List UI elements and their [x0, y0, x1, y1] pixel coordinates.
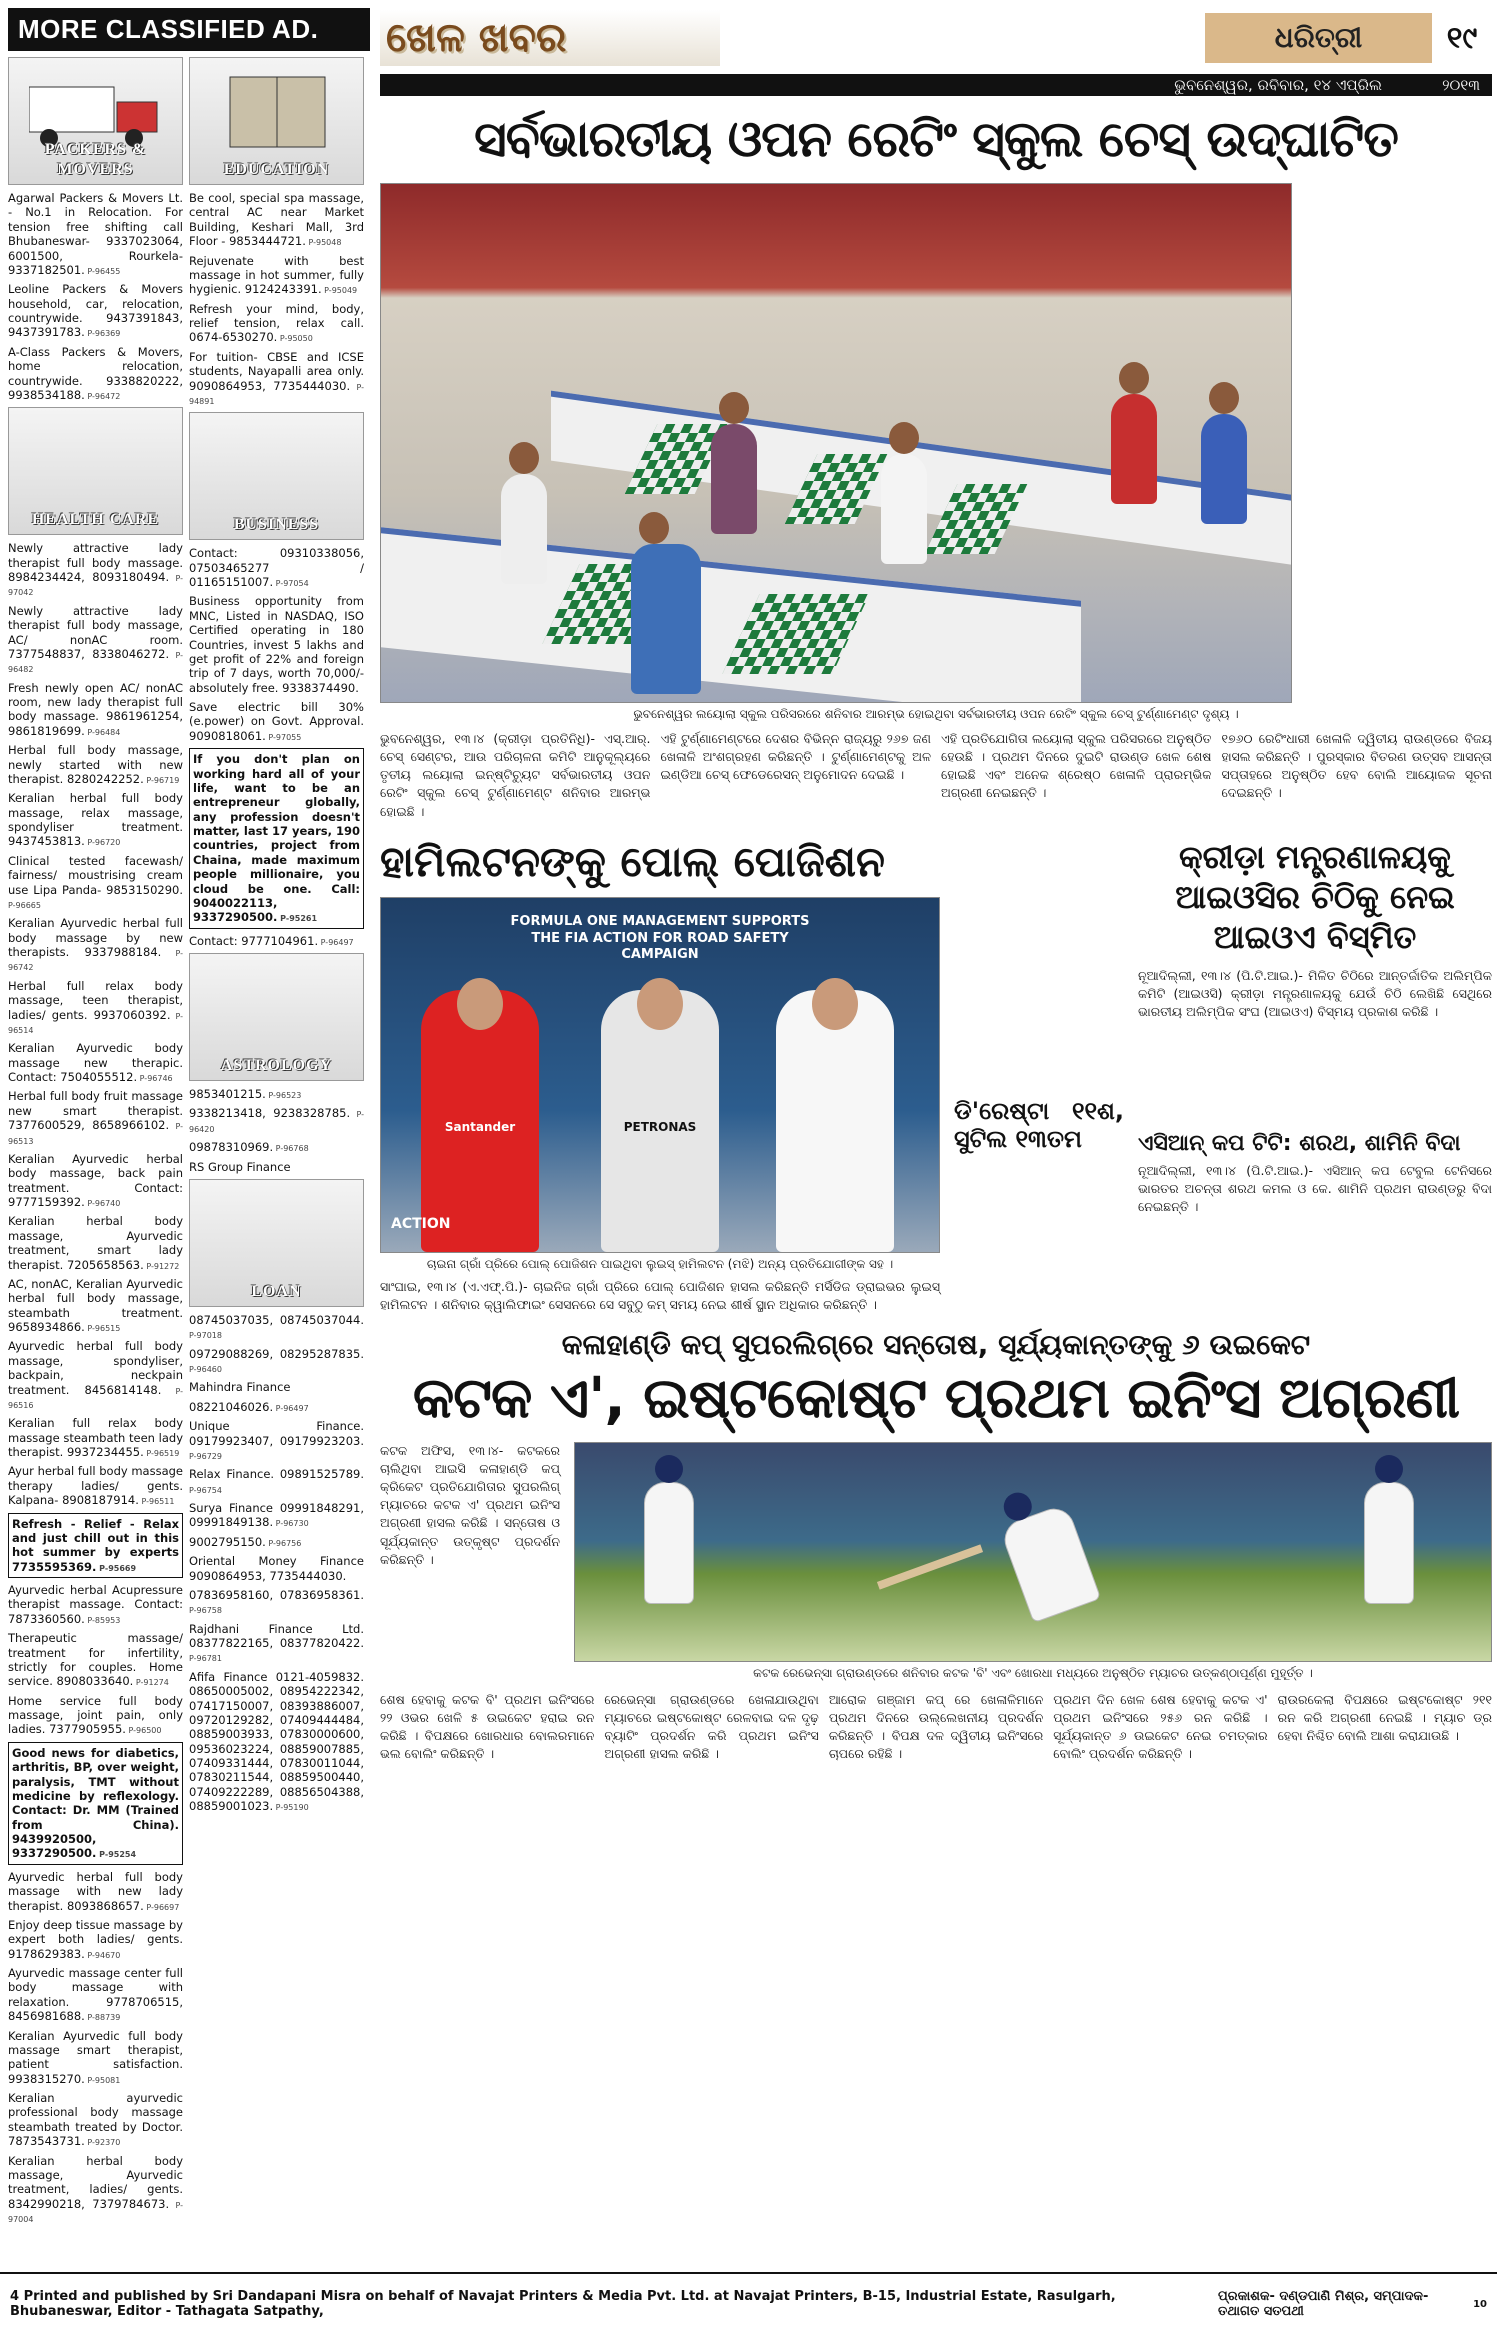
ad-text: Fresh newly open AC/ nonAC room, new lady therapist full body massage. 9861961254, 9861819699. — [8, 680, 183, 738]
ad-id: P-95261 — [277, 914, 318, 924]
classified-ad — [8, 979, 183, 1037]
classified-ad — [8, 743, 183, 786]
ad-text: Newly attractive lady therapist full body massage. 8984234424, 8093180494. — [8, 541, 183, 584]
ad-text: Ayurvedic herbal full body massage with new lady therapist. 8093868657. — [8, 1869, 183, 1913]
ad-text: Therapeutic massage/ treatment for infertility, strictly for couples. Home service. 8908033640. — [8, 1631, 183, 1689]
batsman-figure — [1000, 1504, 1100, 1622]
classified-ad — [189, 1670, 364, 1814]
ad-text: A-Class Packers & Movers, home relocation, countrywide. 9338820222, 9938534188. — [8, 344, 183, 402]
classified-ad — [8, 1966, 183, 2024]
packers-movers-image — [8, 57, 183, 185]
ad-text: Leoline Packers & Movers household, car, relocation, countrywide. 9437391843, 9437391783. — [8, 282, 183, 340]
ad-id: P-96420 — [189, 1110, 364, 1134]
ad-id: P-92370 — [84, 2138, 121, 2148]
page-number: ୧୯ — [1446, 20, 1478, 56]
ad-id: P-91274 — [133, 1678, 169, 1688]
ad-text: Mahindra Finance — [189, 1380, 291, 1395]
driver-figure — [421, 990, 539, 1252]
page-corner: 10 — [1473, 2298, 1487, 2310]
category-label: EDUCATION — [223, 161, 330, 178]
ad-id: P-95254 — [96, 1850, 137, 1860]
classified-ad — [8, 1041, 183, 1084]
article-column: ପ୍ରଥମ ଦିନ ଖେଳ ଶେଷ ହେବାକୁ କଟକ ଏ' ପ୍ରଥମ ଇନିଂସରେ ୨୫୬ ରନ କରିଛି । ସୂର୍ଯ୍ୟକାନ୍ତ ୬ ଉଇକେଟ ନେଇ ଚମତ୍କାର ବୋଲିଂ ପ୍ରଦର୍ଶନ କରିଛନ୍ତି । — [1053, 1691, 1268, 1762]
f1-headline: ହାମିଲଟନଙ୍କୁ ପୋଲ୍ ପୋଜିଶନ — [380, 836, 885, 886]
player-figure — [1201, 414, 1247, 524]
cricket-body — [380, 1691, 1492, 1764]
book-icon — [210, 72, 345, 152]
tt-subhead: ଏସିଆନ୍ କପ ଟିଟି: ଶରଥ, ଶାମିନି ବିଦା — [1138, 1131, 1461, 1156]
classified-ad — [8, 2029, 183, 2087]
classified-ad — [189, 1140, 364, 1154]
ad-id: P-96497 — [273, 1403, 309, 1413]
article-column: ଆରୋକ ଗଞ୍ଜାମ କପ୍ ରେ ଖେଳାଳିମାନେ ପ୍ରଥମ ଦିନରେ ଉଲ୍ଲେଖନୀୟ ପ୍ରଦର୍ଶନ କରିଛନ୍ତି । ବିପକ୍ଷ ଦଳ ଦ୍ୱିତୀୟ ଇନିଂସରେ ଚାପରେ ରହିଛି । — [828, 1691, 1044, 1762]
classified-ad — [8, 345, 183, 403]
ad-text: Keralian Ayurvedic body massage new therapic. Contact: 7504055512. — [8, 1041, 183, 1084]
ad-text: Keralian herbal full body massage, relax massage, spondyliser treatment. 9437453813. — [8, 791, 183, 849]
classified-ad — [8, 1214, 183, 1272]
fielder-figure — [645, 1483, 693, 1603]
ioa-story — [1138, 837, 1492, 1314]
classified-ad — [8, 2154, 183, 2226]
ad-text: Business opportunity from MNC, Listed in NASDAQ, ISO Certified operating in 180 Countries, invest 5 lakhs and get profit of 22% and foreign trip of 7 days, worth 70,000/- absolutely free. 9338374490. — [189, 594, 364, 695]
article-column: ଏହି ପ୍ରତିଯୋଗିତା ଲୟୋଲା ସ୍କୁଲ ପରିସରରେ ଅନୁଷ୍ଠିତ ହେଉଛି । ପ୍ରଥମ ଦିନରେ ଦୁଇଟି ରାଉଣ୍ଡ ଖେଳ ଶେଷ ହୋଇଛି ଏବଂ ଅନେକ ଶ୍ରେଷ୍ଠ ଖେଳାଳି ପ୍ରାରମ୍ଭିକ ଅଗ୍ରଣୀ ନେଇଛନ୍ତି । — [941, 731, 1212, 801]
article-column: ଏହି ଟୁର୍ଣ୍ଣାମେଣ୍ଟରେ ଦେଶର ବିଭିନ୍ନ ରାଜ୍ୟରୁ ୨୬୭ ଜଣ ଖେଳାଳି ଅଂଶଗ୍ରହଣ କରିଛନ୍ତି । ଟୁର୍ଣ୍ଣାମେଣ୍ଟକୁ ଅଳ ଇଣ୍ଡିଆ ଚେସ୍ ଫେଡେରେସନ୍ ଅନୁମୋଦନ ଦେଇଛି । — [660, 731, 931, 783]
chess-photo — [380, 183, 1292, 703]
ad-id: P-96519 — [143, 1449, 180, 1458]
ad-text: Herbal full body fruit massage new smart therapist. 7377600529, 8658966102. — [8, 1089, 183, 1133]
f1-subhead: ଡି'ରେଷ୍ଟା ୧୧ଶ, ସୁଟିଲ ୧୩ତମ — [954, 1096, 1124, 1154]
imprint-right: ପ୍ରକାଶକ- ଦଣ୍ଡପାଣି ମିଶ୍ର, ସମ୍ପାଦକ- ତଥାଗତ ସତପଥୀ — [1218, 2289, 1429, 2319]
keeper-figure — [1365, 1483, 1413, 1603]
classified-ad — [8, 2091, 183, 2149]
sponsor-tag: Santander — [444, 1119, 516, 1134]
ad-text: 08221046026. — [189, 1399, 274, 1414]
classified-ad — [189, 1347, 364, 1376]
article-column: ରାଉରକେଲା ବିପକ୍ଷରେ ଇଷ୍ଟକୋଷ୍ଟ ୨୧୧ ରନ କରି ଅଗ୍ରଣୀ ନେଇଛି । ମ୍ୟାଚ ଡ୍ର ହେବା ନିଶ୍ଚିତ ବୋଲି ଆଶା କରାଯାଉଛି । — [1277, 1691, 1493, 1744]
classified-ad — [189, 1467, 364, 1496]
ad-text: Ayurvedic herbal full body massage, spondyliser, backpain, neckpain treatment. 8456814148. — [8, 1339, 183, 1397]
ad-id: P-96514 — [8, 1011, 184, 1035]
ad-text: Afifa Finance 0121-4059832. 08650005002, 08954222342, 07417150007, 08393886007, 09720129282, 07409444484, 08859003933, 07830000600, 09536023224, 08859007885, 07409331444, 07830011044, 07830211544, 08859500440, 07409222289, 08856504388, 08859001023. — [189, 1669, 364, 1814]
masthead — [380, 8, 1492, 68]
ad-text: 07836958160, 07836958361. — [189, 1587, 364, 1602]
classified-ad — [189, 934, 364, 948]
ad-id: P-96697 — [143, 1902, 180, 1912]
ad-text: Save electric bill 30% (e.power) on Govt. Approval. 9090818061. — [189, 700, 364, 743]
classified-column-1 — [8, 57, 183, 2230]
f1-layout — [380, 897, 940, 1272]
classified-ad — [8, 1152, 183, 1210]
classified-ad — [8, 1870, 183, 1913]
category-label: BUSINESS — [233, 516, 320, 534]
ad-id: P-94891 — [189, 382, 364, 406]
ad-id: P-97042 — [8, 574, 183, 598]
ad-text: 9853401215. — [189, 1087, 266, 1101]
issue-year: ୨୦୧୩ — [1442, 76, 1480, 94]
issue-date: ଭୁବନେଶ୍ୱର, ରବିବାର, ୧୪ ଏପ୍ରିଲ — [1174, 76, 1383, 94]
chess-caption: ଭୁବନେଶ୍ୱର ଲୟୋଲା ସ୍କୁଲ ପରିସରରେ ଶନିବାର ଆରମ୍ଭ ହୋଇଥିବା ସର୍ବଭାରତୀୟ ଓପନ ରେଟିଂ ସ୍କୁଲ ଚେସ୍ ଟୁର୍ଣ୍ଣାମେଣ୍ଟ ଦୃଶ୍ୟ । — [633, 707, 1239, 721]
ad-id: P-88739 — [84, 2013, 121, 2023]
ad-id: P-96720 — [84, 838, 121, 848]
classified-ad — [189, 1380, 364, 1394]
cricket-kicker: କଳାହାଣ୍ଡି କପ୍ ସୁପରଲିଗ୍‌ରେ ସନ୍ତୋଷ, ସୂର୍ଯ୍ୟକାନ୍ତଙ୍କୁ ୬ ଉଇକେଟ — [561, 1327, 1311, 1361]
classified-ad — [189, 1622, 364, 1665]
chess-body — [380, 730, 1492, 821]
imprint-left: 4 Printed and published by Sri Dandapani Misra on behalf of Navajat Printers & Media Pvt. Ltd. at Navajat Printers, B-15, Industrial Estate, Rasulgarh, Bhubaneswar, Editor - Tathagata Satpathy, — [10, 2289, 1116, 2319]
f1-side-column — [954, 837, 1124, 1314]
category-label: PACKERS & MOVERS — [44, 141, 147, 178]
player-figure — [711, 424, 757, 534]
ad-id: P-96513 — [8, 1122, 183, 1146]
classified-ad — [189, 254, 364, 297]
ad-id: P-96742 — [8, 949, 183, 973]
player-figure — [1111, 394, 1157, 504]
cricket-headline: କଟକ ଏ', ଇଷ୍ଟକୋଷ୍ଟ ପ୍ରଥମ ଇନିଂସ ଅଗ୍ରଣୀ — [412, 1365, 1460, 1431]
article-column: ରେଭେନ୍ସା ଗ୍ରାଉଣ୍ଡରେ ଖେଳାଯାଉଥିବା ମ୍ୟାଚରେ ଇଷ୍ଟକୋଷ୍ଟ ରେଳବାଇ ଦଳ ଦୃଢ଼ ବ୍ୟାଟିଂ ପ୍ରଦର୍ଶନ କରି ପ୍ରଥମ ଇନିଂସ ଅଗ୍ରଣୀ ହାସଲ କରିଛି । — [604, 1691, 819, 1762]
ad-id: P-96515 — [84, 1324, 121, 1333]
ad-text: Agarwal Packers & Movers Lt. - No.1 in Relocation. For tension free shifting call Bhubaneswar- 9337023064, 6001500, Rourkela-9337182501. — [8, 191, 183, 277]
ad-id: P-96511 — [138, 1497, 175, 1507]
classified-banner: MORE CLASSIFIED AD. — [8, 8, 370, 51]
category-label: LOAN — [251, 1282, 302, 1300]
classified-ad — [8, 1277, 183, 1335]
education-image — [189, 57, 364, 185]
f1-caption: ଚାଇନା ଗ୍ରାଁ ପ୍ରିରେ ପୋଲ୍ ପୋଜିଶନ ପାଇଥିବା ଲୁଇସ୍ ହାମିଲଟନ (ମଝି) ଅନ୍ୟ ପ୍ରତିଯୋଗୀଙ୍କ ସହ । — [426, 1256, 894, 1271]
ad-text: 09729088269, 08295287835. — [189, 1346, 364, 1361]
driver-head — [457, 978, 503, 1030]
cricket-photo — [574, 1442, 1492, 1662]
ad-id: P-96523 — [265, 1091, 302, 1100]
f1-story — [380, 837, 940, 1314]
classified-ad — [8, 1416, 183, 1459]
ad-id: P-96719 — [143, 775, 180, 785]
ad-id: P-95049 — [321, 286, 358, 296]
classified-ad — [189, 1313, 364, 1342]
ad-id: P-96516 — [8, 1386, 183, 1410]
ad-text: Refresh your mind, body, relief tension, relax call. 0674-6530270. — [189, 301, 364, 345]
cricket-photo-wrap — [574, 1442, 1492, 1681]
classified-ad — [8, 854, 183, 912]
classified-ad — [8, 1089, 183, 1147]
chess-headline: ସର୍ବଭାରତୀୟ ଓପନ ରେଟିଂ ସ୍କୁଲ ଚେସ୍ ଉଦ୍‌ଘାଟିତ — [474, 110, 1398, 168]
ad-text: Enjoy deep tissue massage by expert both ladies/ gents. 9178629383. — [8, 1917, 183, 1961]
mid-row — [380, 837, 1492, 1314]
player-figure — [631, 544, 701, 694]
classified-ad — [8, 282, 183, 340]
classified-ad — [189, 1588, 364, 1617]
classified-ad — [189, 1400, 364, 1414]
cricket-layout — [380, 1442, 1492, 1681]
ad-id: P-97054 — [273, 579, 309, 588]
ad-text: Surya Finance 09991848291, 09991849138. — [189, 1501, 364, 1530]
section-title: ଖେଳ ଖବର — [380, 10, 720, 66]
classified-ad — [8, 1631, 183, 1689]
ad-id: P-96740 — [84, 1199, 121, 1208]
cricket-left-body: କଟକ ଅଫିସ, ୧୩।୪- କଟକରେ ଚାଲିଥିବା ଆଇସି କଳାହାଣ୍ଡି କପ୍ କ୍ରିକେଟ ପ୍ରତିଯୋଗିତାର ସୁପରଲିଗ୍ ମ୍ୟାଚରେ କଟକ ଏ' ପ୍ରଥମ ଇନିଂସ ଅଗ୍ରଣୀ ହାସଲ କରିଛି । ସନ୍ତୋଷ ଓ ସୂର୍ଯ୍ୟକାନ୍ତ ଉତ୍କୃଷ୍ଟ ପ୍ରଦର୍ଶନ କରିଛନ୍ତି । — [380, 1442, 560, 1567]
ad-text: If you don't plan on working hard all of your life, want to be an entrepreneur globally, any profession doesn't matter, last 17 years, 190 countries, project from Chaina, made maximum people millionaire, you cloud be one. Call: 9040022113, 9337290500. — [193, 752, 360, 925]
category-image — [189, 1179, 364, 1307]
category-image — [189, 953, 364, 1081]
ad-id: P-96500 — [125, 1726, 162, 1736]
sports-page — [380, 8, 1492, 2268]
driver-figure — [776, 990, 894, 1252]
ad-text: Keralian herbal body massage, Ayurvedic treatment, ladies/ gents. 8342990218, 7379784673. — [8, 2153, 183, 2211]
ad-text: Contact: 09310338056, 07503465277 / 01165151007. — [189, 546, 364, 589]
ioa-headline: କ୍ରୀଡ଼ା ମନ୍ତ୍ରଣାଳୟକୁ ଆଇଓସିର ଚିଠିକୁ ନେଇ ଆଇଓଏ ବିସ୍ମିତ — [1175, 837, 1455, 956]
classified-ad — [8, 604, 183, 676]
ad-text: AC, nonAC, Keralian Ayurvedic herbal full body massage, steambath treatment. 9658934866. — [8, 1276, 183, 1334]
ad-id: P-97055 — [265, 732, 302, 742]
ad-text: Oriental Money Finance 9090864953, 7735444030. — [189, 1554, 364, 1583]
ad-text: Keralian Ayurvedic full body massage smart therapist, patient satisfaction. 9938315270. — [8, 2028, 183, 2086]
category-image — [8, 407, 183, 535]
ad-id: P-96484 — [84, 727, 121, 737]
ad-text: RS Group Finance — [189, 1159, 291, 1174]
ad-text: Newly attractive lady therapist full body massage, AC/ nonAC room. 7377548837, 8338046272. — [8, 603, 183, 661]
ad-text: Rajdhani Finance Ltd. 08377822165, 08377820422. — [189, 1621, 364, 1650]
player-figure — [501, 474, 547, 584]
ad-text: Ayurvedic herbal Acupressure therapist massage. Contact: 7873360560. — [8, 1583, 183, 1626]
ad-text: Refresh - Relief - Relax and just chill out in this hot summer by experts 7735595369. — [12, 1516, 179, 1574]
driver-figure — [601, 990, 719, 1252]
classified-ad — [8, 1583, 183, 1626]
ad-text: Keralian full relax body massage steambath teen lady therapist. 9937234455. — [8, 1416, 183, 1459]
classified-ad — [189, 1087, 364, 1101]
ad-id: P-95190 — [273, 1803, 309, 1813]
ad-id: P-96746 — [137, 1074, 173, 1083]
ad-id: P-95081 — [84, 2075, 121, 2085]
category-label: ASTROLOGY — [220, 1057, 333, 1074]
classified-ad — [8, 916, 183, 974]
sponsor-tag: PETRONAS — [623, 1119, 697, 1134]
ad-text: Relax Finance. 09891525789. — [189, 1467, 364, 1482]
f1-body: ସାଂଘାଇ, ୧୩।୪ (ଏ.ଏଫ୍.ପି.)- ଚାଇନିଜ ଗ୍ରାଁ ପ୍ରିରେ ପୋଲ୍ ପୋଜିଶନ ହାସଲ କରିଛନ୍ତି ମର୍ସିଡିଜ ଡ୍ରାଇଭର ଲୁଇସ୍ ହାମିଲଟନ । ଶନିବାର କ୍ୱାଲିଫାଇଂ ସେସନରେ ସେ ସବୁଠୁ କମ୍ ସମୟ ନେଇ ଶୀର୍ଷ ସ୍ଥାନ ଅଧିକାର କରିଛନ୍ତି । — [380, 1278, 940, 1312]
article-column: ଶେଷ ହେବାକୁ କଟକ ବି' ପ୍ରଥମ ଇନିଂସରେ ୨୨ ଓଭର ଖେଳି ୫ ଉଇକେଟ ହରାଇ ରନ କରିଛି । ବିପକ୍ଷରେ ଖୋରଧାର ବୋଲରମାନେ ଭଲ ବୋଲିଂ କରିଛନ୍ତି । — [380, 1691, 595, 1762]
article-column: ୧୭୬୦ ରେଟିଂଧାରୀ ଖେଳାଳି ଦ୍ୱିତୀୟ ରାଉଣ୍ଡରେ ବିଜୟ ହାସଲ କରିଛନ୍ତି । ପୁରସ୍କାର ବିତରଣ ଉତ୍ସବ ଆସନ୍ତା ସପ୍ତାହରେ ଅନୁଷ୍ଠିତ ହେବ ବୋଲି ଆୟୋଜକ ସୂଚନା ଦେଇଛନ୍ତି । — [1221, 731, 1492, 801]
classified-ad — [8, 1694, 183, 1737]
ioa-body: ନୂଆଦିଲ୍ଲୀ, ୧୩।୪ (ପି.ଟି.ଆଇ.)- ମିଳିତ ଚିଠିରେ ଆନ୍ତର୍ଜାତିକ ଅଲିମ୍ପିକ କମିଟି (ଆଇଓସି) କ୍ରୀଡ଼ା ମନ୍ତ୍ରଣାଳୟକୁ ଯେଉଁ ଚିଠି ଲେଖିଛି ସେଥିରେ ଭାରତୀୟ ଅଲିମ୍ପିକ ସଂଘ (ଆଇଓଏ) ବିସ୍ମୟ ପ୍ରକାଶ କରିଛି । — [1138, 967, 1492, 1019]
classified-ad — [189, 1419, 364, 1462]
ad-text: 9338213418, 9238328785. — [189, 1106, 351, 1121]
ad-text: Good news for diabetics, arthritis, BP, over weight, paralysis, TMT without medicine by reflexology. Contact: Dr. MM (Trained from China). 9439920500, 9337290500. — [12, 1745, 179, 1861]
classified-ad — [8, 541, 183, 599]
ad-text: Home service full body massage, joint pain, only ladies. 7377905955. — [8, 1693, 183, 1737]
ad-id: P-91272 — [143, 1261, 180, 1271]
dateline — [380, 74, 1492, 96]
ad-text: Contact: 9777104961. — [189, 933, 319, 948]
ad-id: P-95669 — [96, 1563, 137, 1573]
ad-id: P-96665 — [8, 900, 41, 910]
ad-text: Keralian Ayurvedic herbal body massage, back pain treatment. Contact: 9777159392. — [8, 1151, 183, 1209]
driver-head — [637, 978, 683, 1030]
ad-id: P-96455 — [84, 266, 121, 276]
imprint-footer — [0, 2272, 1497, 2334]
ad-id: P-96369 — [84, 329, 121, 339]
classified-ad — [8, 191, 183, 277]
ad-id: P-96758 — [189, 1606, 222, 1616]
ad-text: For tuition- CBSE and ICSE students, Nayapalli area only. 9090864953, 7735444030. — [189, 349, 364, 393]
category-label: HEALTH CARE — [31, 511, 160, 529]
ad-text: Clinical tested facewash/ fairness/ moustrising cream use Lipa Panda- 9853150290. — [8, 853, 183, 897]
photo-backdrop-text: FORMULA ONE MANAGEMENT SUPPORTS THE FIA ACTION FOR ROAD SAFETY CAMPAIGN — [510, 913, 810, 963]
classified-ad — [189, 191, 364, 249]
ad-text: Keralian herbal body massage, Ayurvedic treatment, smart lady therapist. 7205658563. — [8, 1214, 183, 1272]
ad-id: P-96754 — [189, 1485, 222, 1495]
ad-id: P-97004 — [8, 2200, 183, 2224]
ad-id: P-96482 — [8, 650, 183, 675]
bat-shape — [877, 1544, 983, 1589]
ad-text: 09878310969. — [189, 1140, 274, 1155]
f1-podium-photo — [380, 897, 940, 1253]
ad-text: Keralian Ayurvedic herbal full body massage by new therapists. 9337988184. — [8, 916, 183, 959]
ad-id: P-85953 — [84, 1615, 121, 1625]
ad-text: Rejuvenate with best massage in hot summer, fully hygienic. 9124243391. — [189, 253, 364, 297]
ad-id: P-95048 — [305, 238, 342, 248]
cricket-caption: କଟକ ରେଭେନ୍ସା ଗ୍ରାଉଣ୍ଡରେ ଶନିବାର କଟକ 'ବି' ଏବଂ ଖୋରଧା ମଧ୍ୟରେ ଅନୁଷ୍ଠିତ ମ୍ୟାଚର ଉତ୍କଣ୍ଠାପୂର୍ଣ୍ଣ ମୁହୂର୍ତ୍ତ । — [753, 1665, 1313, 1680]
tt-body: ନୂଆଦିଲ୍ଲୀ, ୧୩।୪ (ପି.ଟି.ଆଇ.)- ଏସିଆନ୍ କପ ଟେବୁଲ ଟେନିସରେ ଭାରତର ଅଚନ୍ତା ଶରଥ କମଲ ଓ କେ. ଶାମିନି ପ୍ରଥମ ରାଉଣ୍ଡରୁ ବିଦା ନେଇଛନ୍ତି । — [1138, 1163, 1492, 1215]
action-logo: ACTION — [391, 1215, 451, 1232]
classified-ad — [189, 546, 364, 589]
classified-ad — [8, 1464, 183, 1507]
ad-id: P-96781 — [189, 1654, 222, 1664]
classified-ad — [189, 1501, 364, 1530]
ad-id: P-97018 — [189, 1331, 222, 1341]
ad-id: P-96497 — [318, 937, 354, 947]
classified-section — [8, 8, 370, 2268]
ad-text: Ayur herbal full body massage therapy ladies/ gents. Kalpana- 8908187914. — [8, 1464, 183, 1508]
classified-ad — [189, 748, 364, 929]
paper-name: ଧରିତ୍ରୀ — [1202, 13, 1432, 63]
ad-id: P-96460 — [189, 1365, 222, 1374]
ad-text: 08745037035, 08745037044. — [189, 1312, 364, 1327]
ad-text: Herbal full relax body massage, teen therapist, ladies/ gents. 9937060392. — [8, 978, 183, 1022]
driver-head — [812, 978, 858, 1030]
ad-id: P-96729 — [189, 1451, 222, 1461]
ad-text: Unique Finance. 09179923407, 09179923203. — [189, 1419, 364, 1448]
classified-ad — [189, 1106, 364, 1135]
classified-ad — [189, 1160, 364, 1174]
ad-text: 9002795150. — [189, 1534, 266, 1549]
classified-column-2 — [189, 57, 364, 2230]
classified-ad — [189, 302, 364, 345]
classified-ad — [8, 681, 183, 739]
ad-id: P-94670 — [84, 1950, 121, 1960]
article-column: ଭୁବନେଶ୍ୱର, ୧୩।୪ (କ୍ରୀଡ଼ା ପ୍ରତିନିଧି)- ଏସ୍.ଆର୍. ଚେସ୍ ସେଣ୍ଟର, ଆଉ ପରିଚାଳନା କମିଟି ଆନୁକୂଲ୍ୟରେ ତୃତୀୟ ଲୟୋଲା ଇନ୍‌ଷ୍ଟିଚ୍ୟୁଟ ସର୍ବଭାରତୀୟ ଓପନ ରେଟିଂ ସ୍କୁଲ ଚେସ୍ ଟୁର୍ଣ୍ଣାମେଣ୍ଟ ଶନିବାର ଆରମ୍ଭ ହୋଇଛି । — [380, 731, 651, 819]
ad-id: P-96472 — [84, 391, 121, 401]
classified-ad — [189, 350, 364, 408]
f1-photo-wrap — [380, 897, 940, 1272]
ad-text: Be cool, special spa massage, central AC near Market Building, Keshari Mall, 3rd Floor - 9853444721. — [189, 191, 364, 249]
classified-ad — [8, 791, 183, 849]
classified-ad — [8, 1918, 183, 1961]
ad-id: P-96756 — [265, 1538, 302, 1548]
classified-ad — [189, 1535, 364, 1549]
player-figure — [881, 454, 927, 564]
ad-text: Ayurvedic massage center full body massage with relaxation. 9778706515, 8456981688. — [8, 1966, 183, 2024]
ad-id: P-96768 — [273, 1144, 309, 1154]
classified-ad — [8, 1513, 183, 1579]
classified-grid — [8, 57, 370, 2230]
ad-text: Herbal full body massage, newly started with new therapist. 8280242252. — [8, 743, 183, 786]
classified-ad — [189, 594, 364, 695]
ad-id: P-96730 — [273, 1519, 309, 1529]
ad-id: P-95050 — [277, 334, 313, 344]
category-image — [189, 412, 364, 540]
classified-ad — [8, 1339, 183, 1411]
ad-text: Keralian ayurvedic professional body massage steambath treated by Doctor. 7873543731. — [8, 2091, 183, 2149]
classified-ad — [8, 1742, 183, 1865]
classified-ad — [189, 700, 364, 743]
classified-ad — [189, 1554, 364, 1583]
